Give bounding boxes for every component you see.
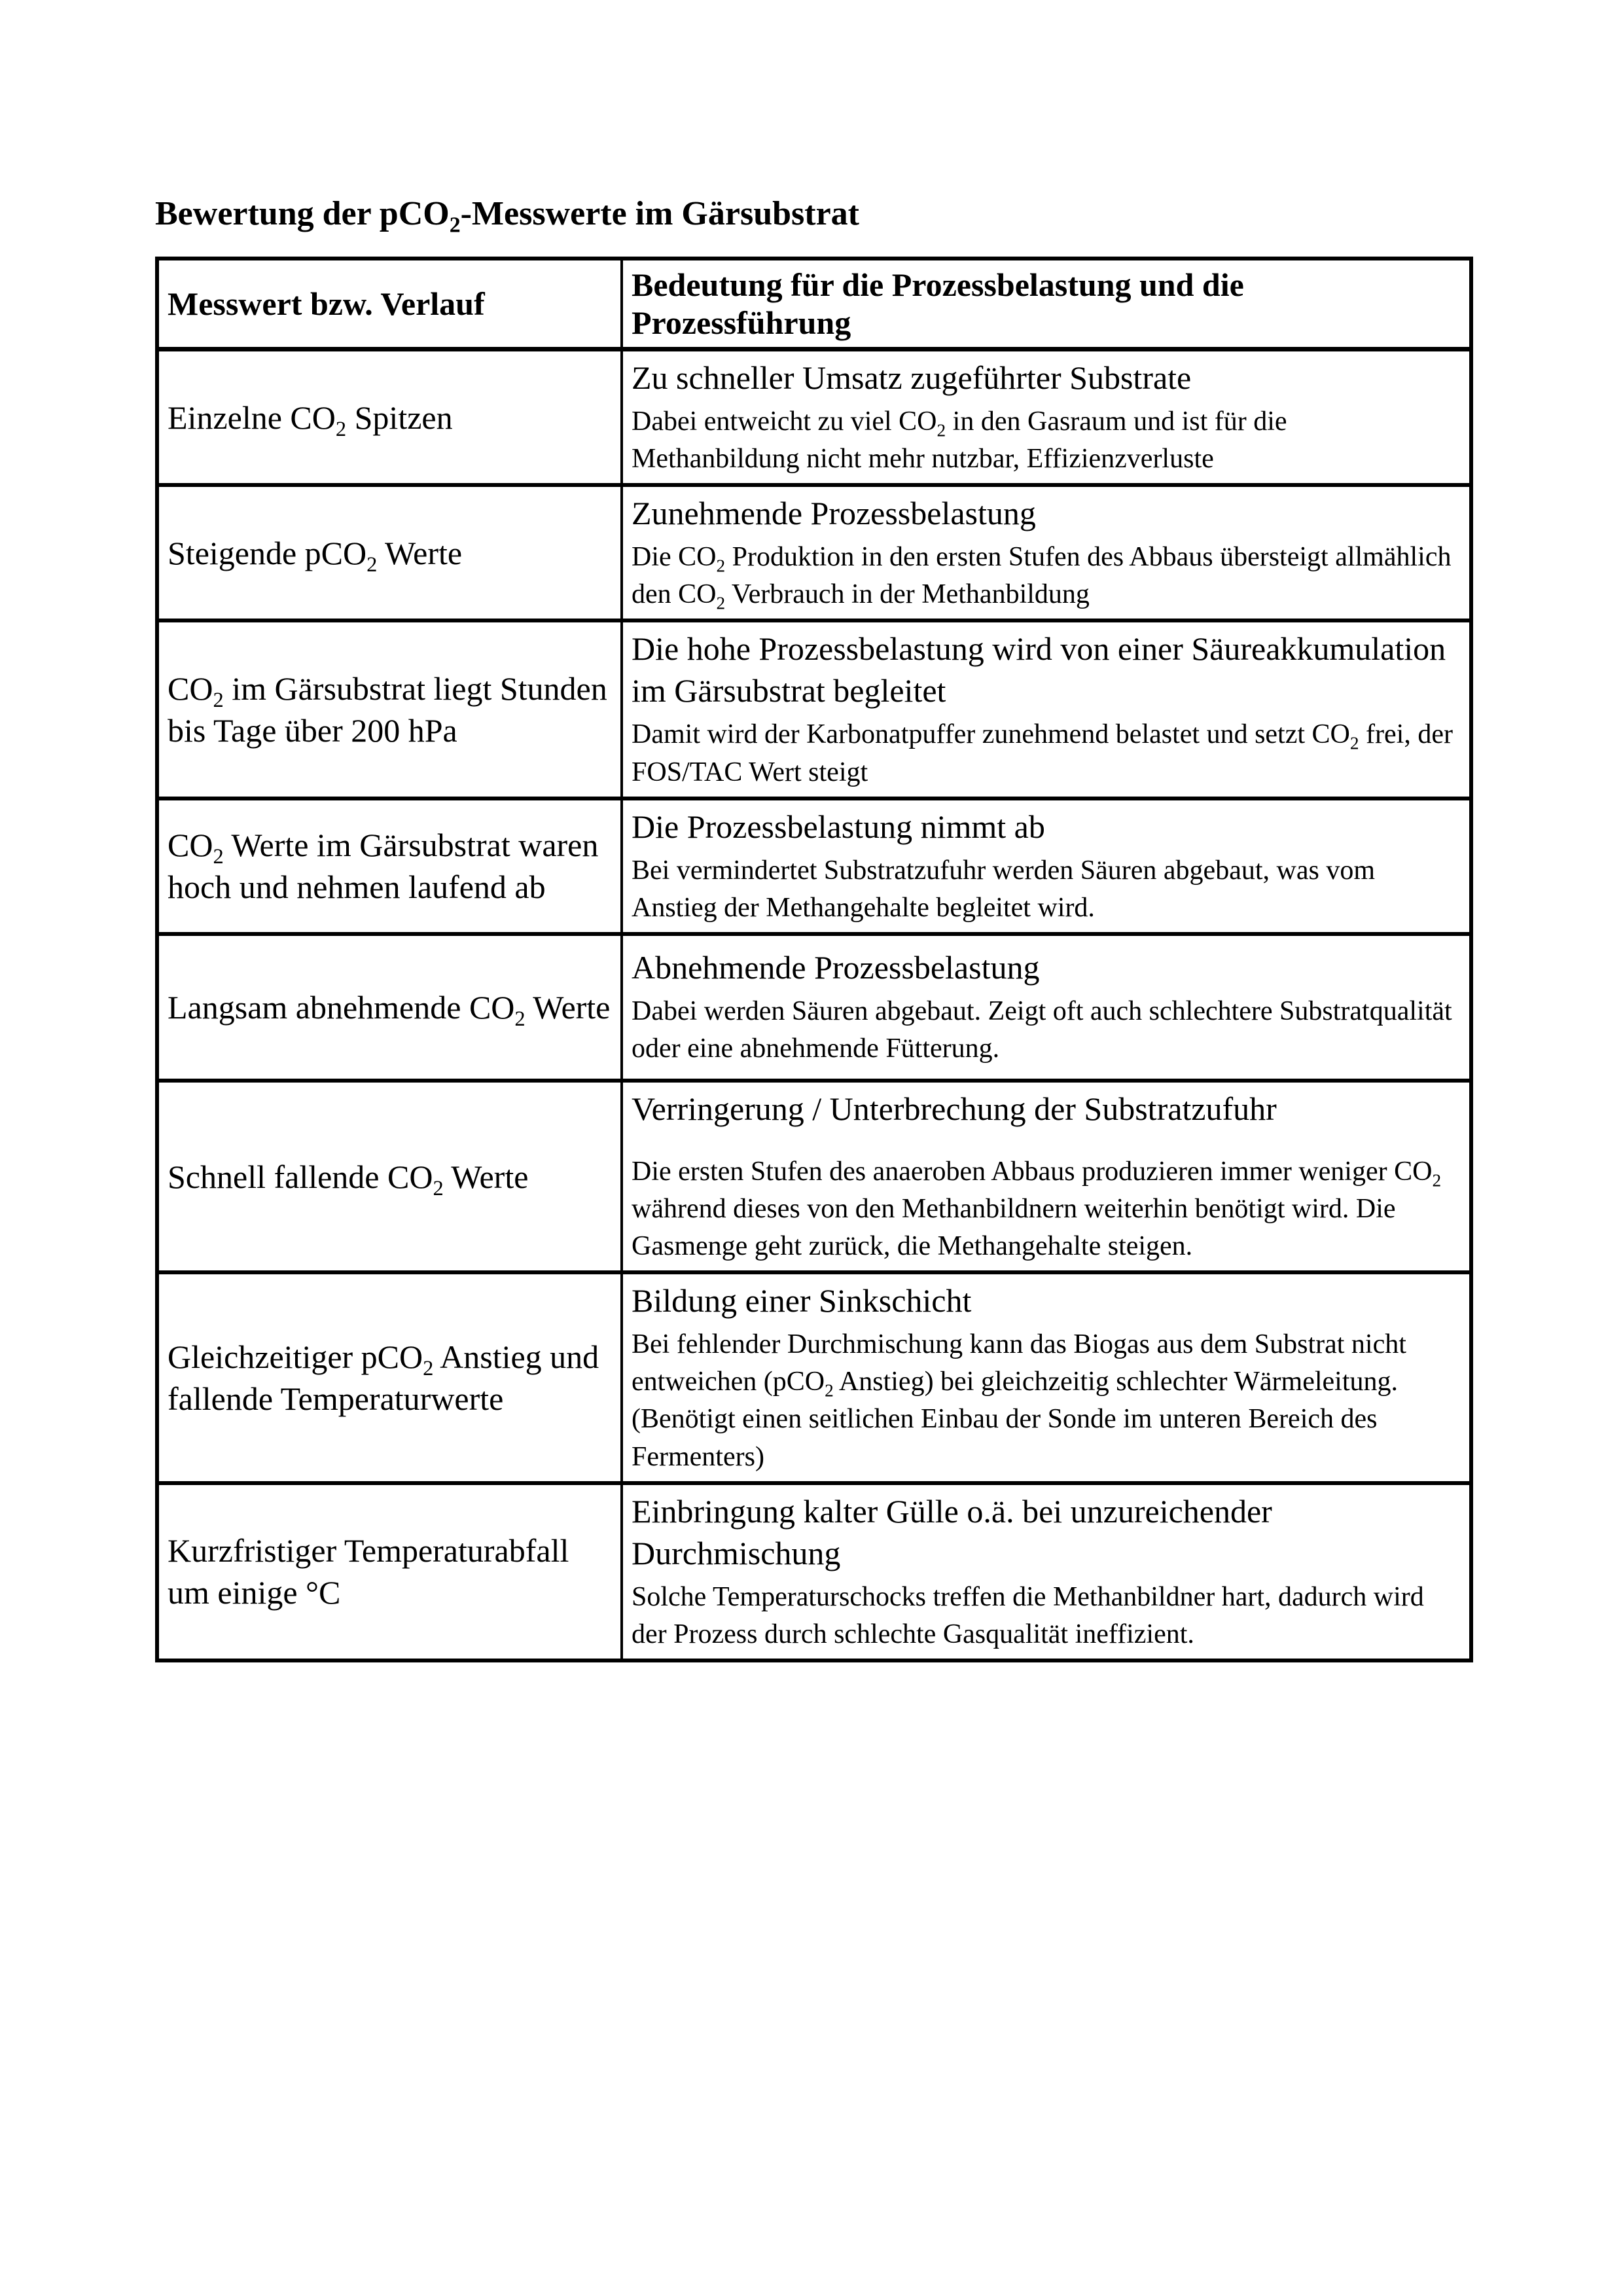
bedeutung-detail: Damit wird der Karbonatpuffer zunehmend belastet und setzt $CO_2$ frei, der FOS/TAC Wert steigt (632, 719, 1453, 787)
bedeutung-cell (622, 1081, 1471, 1272)
bedeutung-cell (622, 1272, 1471, 1482)
table-row (157, 934, 1471, 1081)
bedeutung-headline: Zu schneller Umsatz zugeführter Substrate (632, 359, 1192, 396)
bedeutung-detail: Bei vermindertet Substratzufuhr werden Säuren abgebaut, was vom Anstieg der Methangehalte begleitet wird. (632, 855, 1375, 923)
bedeutung-detail: Bei fehlender Durchmischung kann das Biogas aus dem Substrat nicht entweichen (pCO$_2$ Anstieg) bei gleichzeitig schlechter Wärmeleitung. (Benötigt einen seitlichen Einbau der Sonde im unteren Bereich des Fermenters) (632, 1329, 1406, 1472)
evaluation-table (155, 257, 1473, 1662)
header-row (157, 259, 1471, 350)
bedeutung-detail: Die $CO_2$ Produktion in den ersten Stufen des Abbaus übersteigt allmählich den $CO_2$ Verbrauch in der Methanbildung (632, 542, 1452, 613)
page-title: Bewertung der pCO$_2$-Messwerte im Gärsubstrat (155, 195, 859, 238)
table-row (157, 798, 1471, 934)
table-row (157, 485, 1471, 620)
table-row (157, 350, 1471, 486)
bedeutung-headline: Abnehmende Prozessbelastung (632, 949, 1040, 986)
bedeutung-detail: Dabei entweicht zu viel $CO_2$ in den Gasraum und ist für die Methanbildung nicht mehr nutzbar, Effizienzverluste (632, 406, 1287, 475)
messwert-cell: Einzelne $CO_2$ Spitzen (157, 350, 622, 486)
messwert-cell: $CO_2$ im Gärsubstrat liegt Stunden bis Tage über 200 hPa (157, 620, 622, 798)
bedeutung-headline: Einbringung kalter Gülle o.ä. bei unzureichender Durchmischung (632, 1492, 1272, 1571)
bedeutung-headline: Bildung einer Sinkschicht (632, 1282, 972, 1319)
table-row (157, 1483, 1471, 1660)
table-row (157, 1272, 1471, 1482)
messwert-cell: Kurzfristiger Temperaturabfall um einige °C (157, 1483, 622, 1660)
messwert-cell: Langsam abnehmende $CO_2$ Werte (157, 934, 622, 1081)
bedeutung-detail: Dabei werden Säuren abgebaut. Zeigt oft auch schlechtere Substratqualität oder eine abnehmende Fütterung. (632, 996, 1452, 1064)
bedeutung-cell (622, 1483, 1471, 1660)
column-header-messwert: Messwert bzw. Verlauf (157, 259, 622, 350)
bedeutung-detail: Die ersten Stufen des anaeroben Abbaus produzieren immer weniger $CO_2$ während dieses von den Methanbildnern weiterhin benötigt wird. Die Gasmenge geht zurück, die Methangehalte steigen. (632, 1156, 1442, 1262)
table-body (157, 350, 1471, 1660)
bedeutung-cell (622, 485, 1471, 620)
bedeutung-cell (622, 620, 1471, 798)
bedeutung-headline: Verringerung / Unterbrechung der Substratzufuhr (632, 1090, 1277, 1127)
bedeutung-cell (622, 934, 1471, 1081)
table-row (157, 620, 1471, 798)
bedeutung-headline: Zunehmende Prozessbelastung (632, 495, 1036, 532)
bedeutung-headline: Die hohe Prozessbelastung wird von einer Säureakkumulation im Gärsubstrat begleitet (632, 630, 1446, 709)
table-row (157, 1081, 1471, 1272)
messwert-cell: Gleichzeitiger pCO$_2$ Anstieg und fallende Temperaturwerte (157, 1272, 622, 1482)
bedeutung-cell (622, 350, 1471, 486)
messwert-cell: Steigende pCO$_2$ Werte (157, 485, 622, 620)
messwert-cell: $CO_2$ Werte im Gärsubstrat waren hoch und nehmen laufend ab (157, 798, 622, 934)
bedeutung-cell (622, 798, 1471, 934)
bedeutung-headline: Die Prozessbelastung nimmt ab (632, 808, 1045, 845)
bedeutung-detail: Solche Temperaturschocks treffen die Methanbildner hart, dadurch wird der Prozess durch schlechte Gasqualität ineffizient. (632, 1581, 1424, 1649)
table-header (157, 259, 1471, 350)
column-header-bedeutung: Bedeutung für die Prozessbelastung und die Prozessführung (622, 259, 1471, 350)
messwert-cell: Schnell fallende $CO_2$ Werte (157, 1081, 622, 1272)
